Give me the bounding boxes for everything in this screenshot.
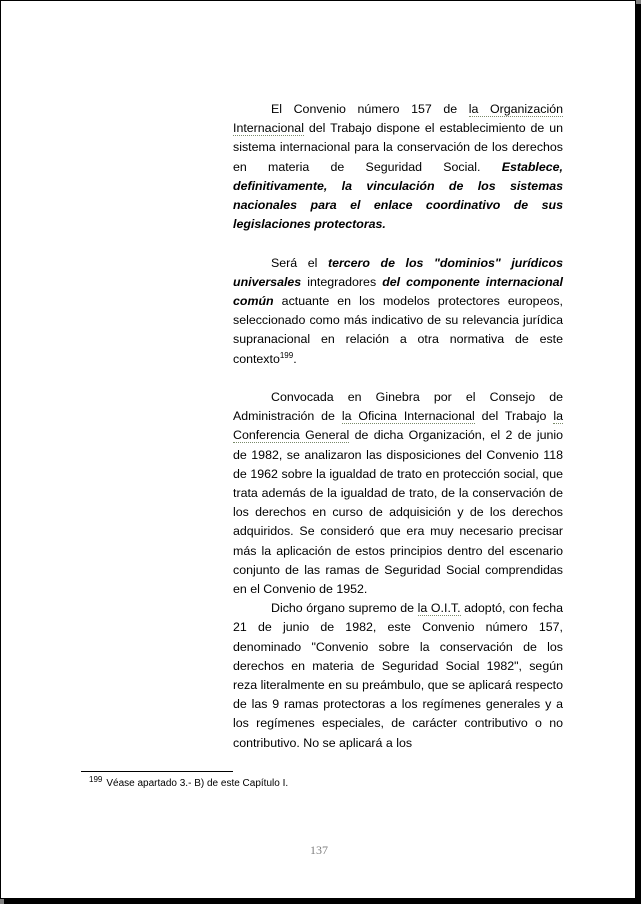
text-run: actuante en los modelos protectores europeos, seleccionado como más indicativo de su relevancia jurídica supranacional en relación a otra normativa de este contexto [233, 294, 563, 366]
text-run: integradores [301, 274, 383, 289]
text-run: de dicha Organización, el 2 de junio de 1982, se analizaron las disposiciones del Convenio 118 de 1962 sobre la igualdad de trato en protección social, que trata además de la igualdad de trato, de la conservación de los derechos en curso de adquisición y de los derechos adquiridos. Se consideró que era muy necesario precisar más la aplicación de estos principios dentro del escenario conjunto de las ramas de Seguridad Social comprendidas en el Convenio de 1952. [233, 428, 563, 597]
footnote-separator [81, 771, 233, 772]
paragraph-4 [233, 599, 563, 753]
spellcheck-underlined-text: la O.I.T. [417, 601, 461, 616]
footnote [89, 774, 569, 791]
emphasized-text: Establece, definitivamente, la vinculación de los sistemas nacionales para el enlace coordinativo de sus legislaciones protectoras. [233, 159, 563, 232]
emphasized-text: del componente internacional común [233, 274, 563, 309]
page-shadow-bottom [4, 899, 641, 904]
footnote-reference[interactable]: 199 [279, 350, 294, 360]
footnote-text: Véase apartado 3.- B) de este Capítulo I. [106, 778, 289, 789]
text-run: adoptó, con fecha 21 de junio de 1982, este Convenio número 157, denominado "Convenio sobre la conservación de los derechos en materia de Seguridad Social 1982", según reza literalmente en su preámbulo, que se aplicará respecto de las 9 ramas protectoras a los regímenes generales y a los regímenes especiales, de carácter contributivo o no contributivo. No se aplicará a los [233, 601, 563, 750]
text-run: del Trabajo [474, 409, 554, 424]
spellcheck-underlined-text: la Organización Internacional [233, 102, 563, 136]
paragraph-2 [233, 254, 563, 369]
text-run: El Convenio número 157 de [271, 102, 469, 116]
page-number: 137 [310, 843, 328, 857]
text-run: Dicho órgano supremo de [271, 601, 418, 616]
text-run: del Trabajo dispone el establecimiento de un sistema internacional para la conservación de los derechos en materia de Seguridad Social. [233, 121, 563, 174]
text-run: . [293, 351, 297, 366]
paragraph-1 [233, 100, 563, 234]
page-shadow-right [636, 4, 641, 904]
footnote-number: 199 [89, 774, 103, 784]
text-run: Será el [271, 255, 328, 270]
text-run: Convocada en Ginebra por el Consejo de Administración de [233, 390, 563, 424]
spellcheck-underlined-text: la Oficina Internacional [341, 409, 475, 424]
paragraph-3 [233, 388, 563, 599]
spellcheck-underlined-text: la Conferencia General [233, 409, 563, 443]
emphasized-text: tercero de los "dominios" jurídicos universales [233, 255, 563, 289]
body-text [233, 100, 563, 753]
